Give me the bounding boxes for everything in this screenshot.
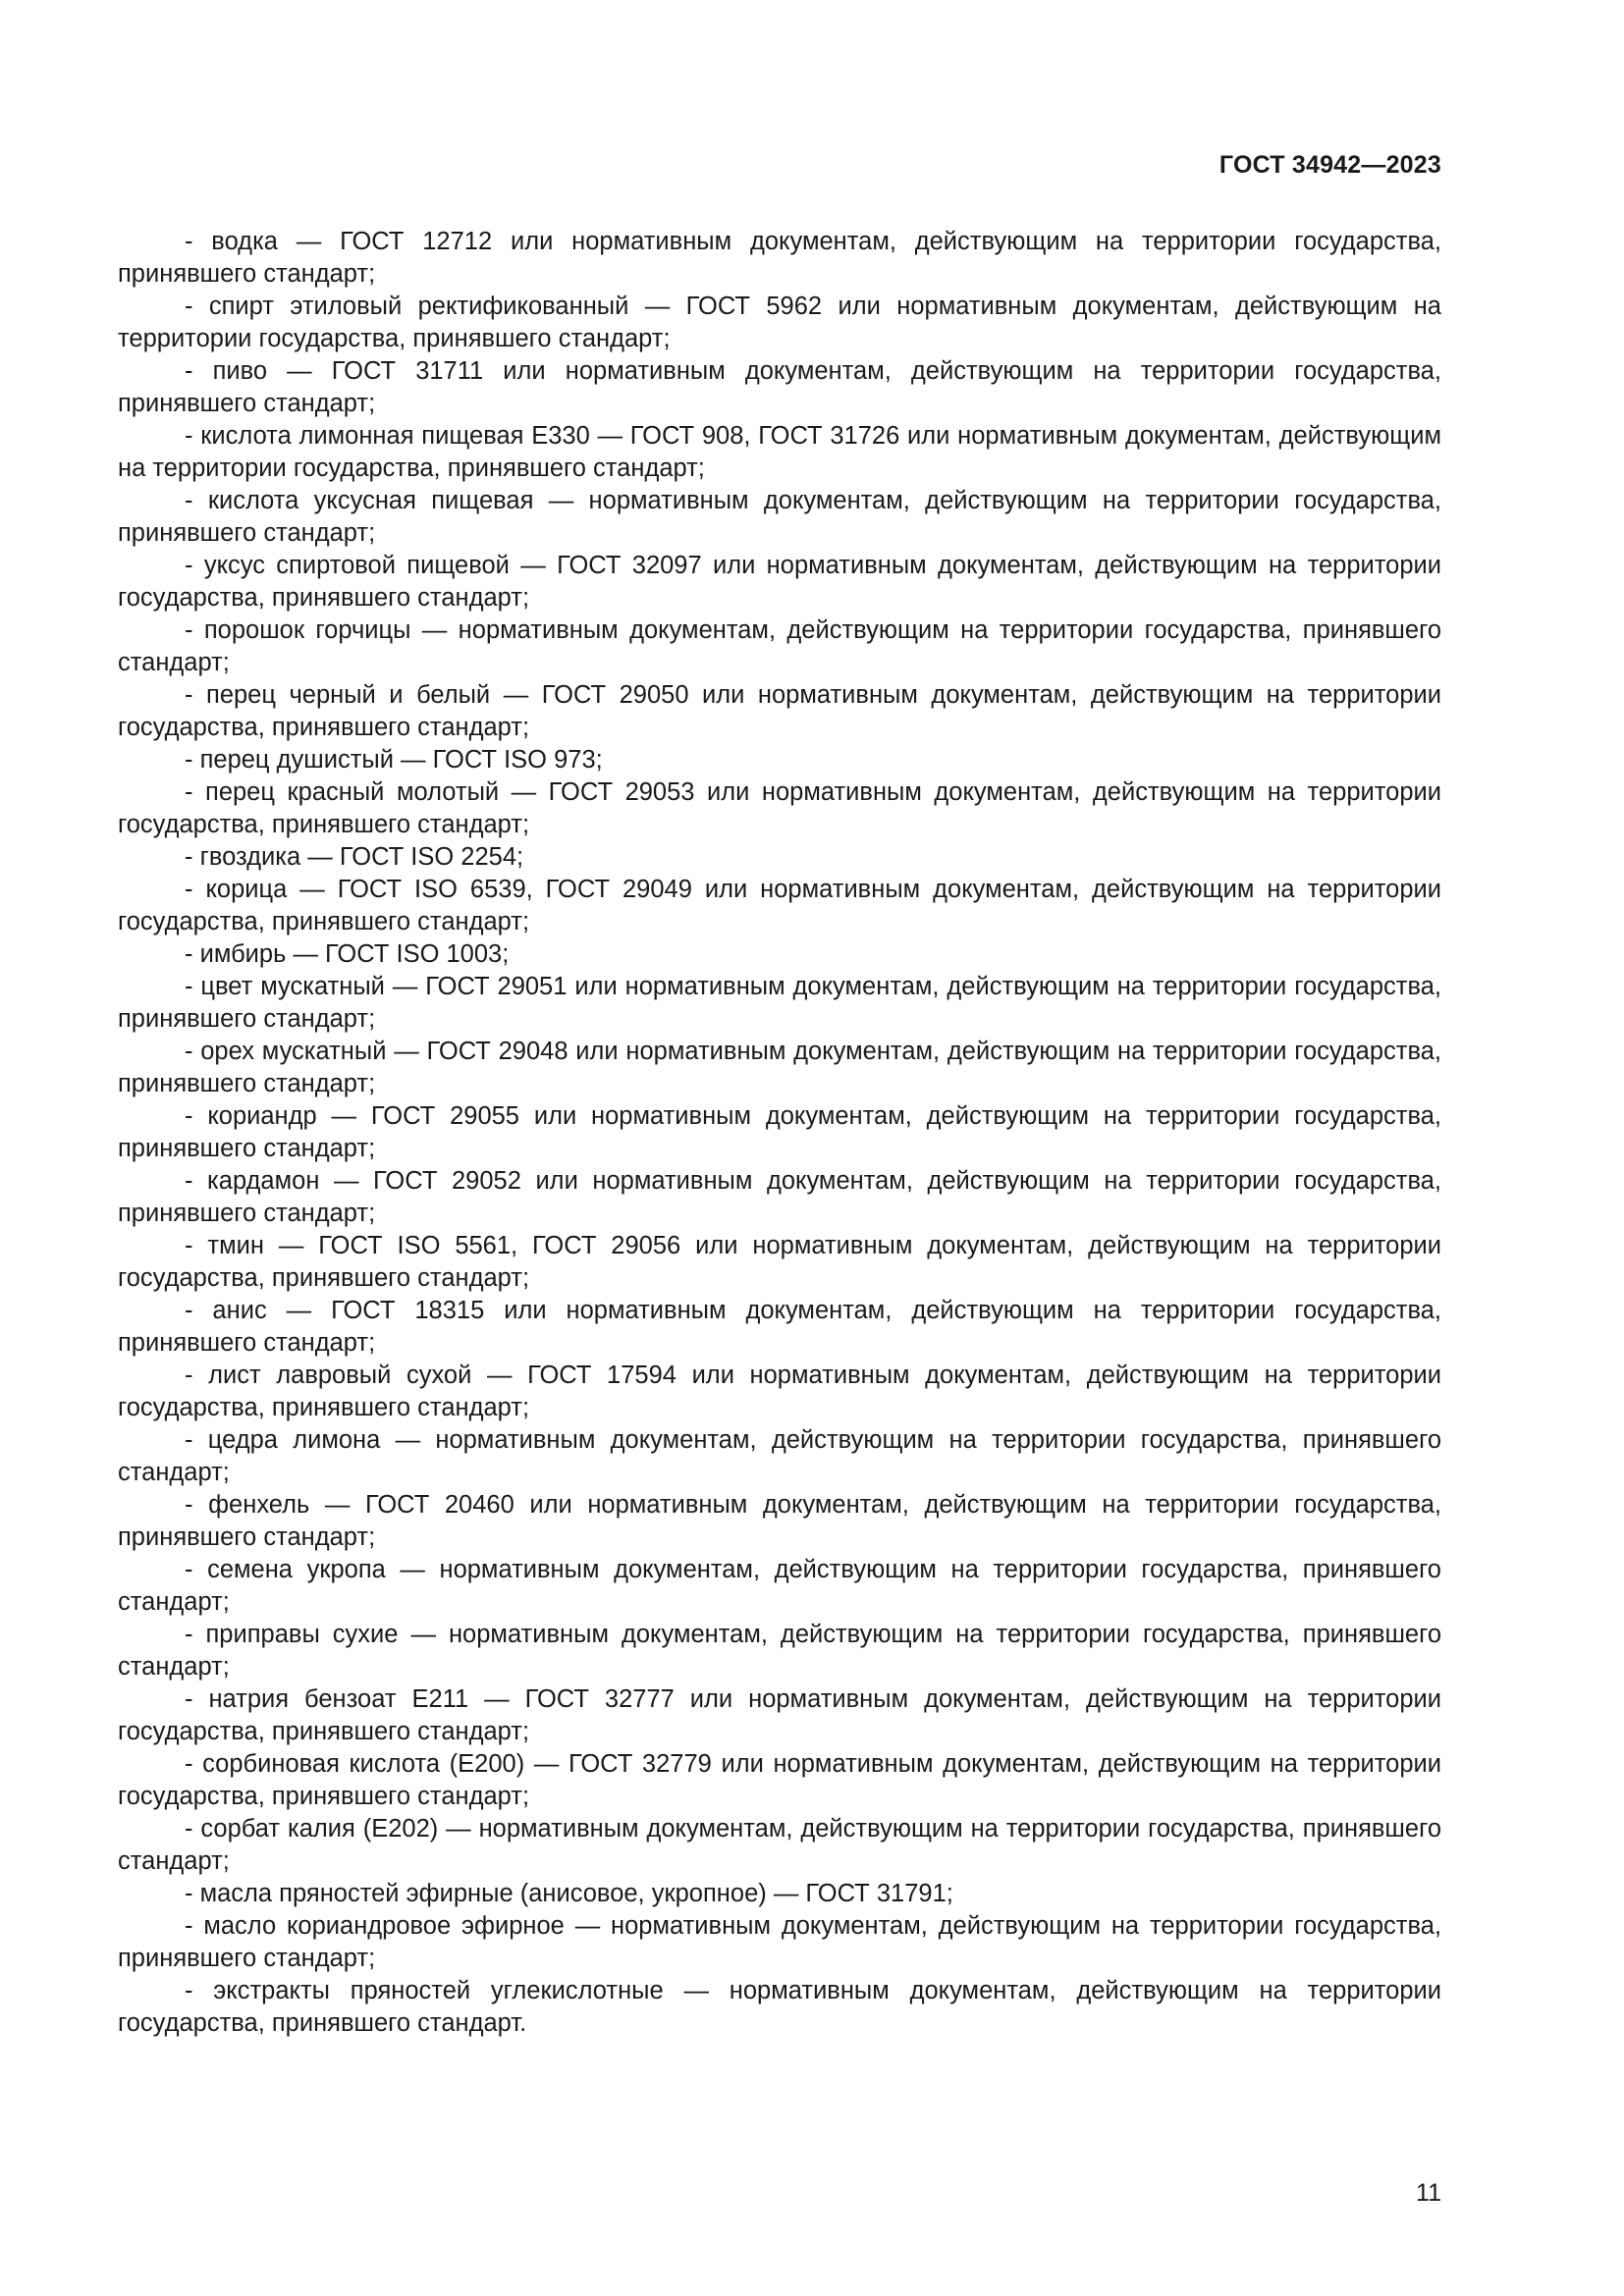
list-item: - лист лавровый сухой — ГОСТ 17594 или нормативным документам, действующим на территории государства, принявшего стандарт; [118,1362,1441,1421]
list-item: - кислота лимонная пищевая Е330 — ГОСТ 908, ГОСТ 31726 или нормативным документам, действующим на территории государства, принявшего стандарт; [118,422,1441,482]
list-item: - сорбиновая кислота (Е200) — ГОСТ 32779 или нормативным документам, действующим на территории государства, принявшего стандарт; [118,1750,1441,1810]
list-item: - кориандр — ГОСТ 29055 или нормативным документам, действующим на территории государства, принявшего стандарт; [118,1102,1441,1162]
list-item: - имбирь — ГОСТ ISO 1003; [185,940,510,968]
list-item: - перец красный молотый — ГОСТ 29053 или нормативным документам, действующим на территории государства, принявшего стандарт; [118,778,1441,838]
standard-code-header: ГОСТ 34942—2023 [1218,151,1441,179]
list-item: - натрия бензоат Е211 — ГОСТ 32777 или нормативным документам, действующим на территории государства, принявшего стандарт; [118,1685,1441,1745]
list-item: - масла пряностей эфирные (анисовое, укропное) — ГОСТ 31791; [185,1880,953,1907]
list-item: - уксус спиртовой пищевой — ГОСТ 32097 или нормативным документам, действующим на территории государства, принявшего стандарт; [118,552,1441,612]
list-item: - перец черный и белый — ГОСТ 29050 или нормативным документам, действующим на территории государства, принявшего стандарт; [118,681,1441,741]
list-item: - перец душистый — ГОСТ ISO 973; [185,746,603,774]
list-item: - корица — ГОСТ ISO 6539, ГОСТ 29049 или нормативным документам, действующим на территории государства, принявшего стандарт; [118,876,1441,935]
list-item: - кислота уксусная пищевая — нормативным документам, действующим на территории государства, принявшего стандарт; [118,487,1441,547]
list-item: - пиво — ГОСТ 31711 или нормативным документам, действующим на территории государства, принявшего стандарт; [118,357,1441,417]
list-item: - приправы сухие — нормативным документам, действующим на территории государства, принявшего стандарт; [118,1621,1441,1681]
list-item: - экстракты пряностей углекислотные — нормативным документам, действующим на территории государства, принявшего стандарт. [118,1977,1441,2037]
list-item: - тмин — ГОСТ ISO 5561, ГОСТ 29056 или нормативным документам, действующим на территории государства, принявшего стандарт; [118,1232,1441,1292]
list-item: - гвоздика — ГОСТ ISO 2254; [185,843,524,871]
list-item: - масло кориандровое эфирное — нормативным документам, действующим на территории государства, принявшего стандарт; [118,1912,1441,1972]
list-item: - фенхель — ГОСТ 20460 или нормативным документам, действующим на территории государства, принявшего стандарт; [118,1491,1441,1551]
list-item: - цвет мускатный — ГОСТ 29051 или нормативным документам, действующим на территории государства, принявшего стандарт; [118,973,1441,1033]
list-item: - орех мускатный — ГОСТ 29048 или нормативным документам, действующим на территории государства, принявшего стандарт; [118,1038,1441,1097]
list-item: - порошок горчицы — нормативным документам, действующим на территории государства, принявшего стандарт; [118,616,1441,676]
list-item: - водка — ГОСТ 12712 или нормативным документам, действующим на территории государства, принявшего стандарт; [118,228,1441,288]
list-item: - семена укропа — нормативным документам, действующим на территории государства, принявшего стандарт; [118,1556,1441,1616]
list-item: - сорбат калия (Е202) — нормативным документам, действующим на территории государства, принявшего стандарт; [118,1815,1441,1875]
list-item: - анис — ГОСТ 18315 или нормативным документам, действующим на территории государства, принявшего стандарт; [118,1297,1441,1357]
list-item: - спирт этиловый ректификованный — ГОСТ 5962 или нормативным документам, действующим на территории государства, принявшего стандарт; [118,293,1441,352]
page-number: 11 [1416,2179,1441,2207]
ingredient-list [118,226,1441,2040]
list-item: - цедра лимона — нормативным документам, действующим на территории государства, принявшего стандарт; [118,1426,1441,1486]
list-item: - кардамон — ГОСТ 29052 или нормативным документам, действующим на территории государства, принявшего стандарт; [118,1167,1441,1227]
